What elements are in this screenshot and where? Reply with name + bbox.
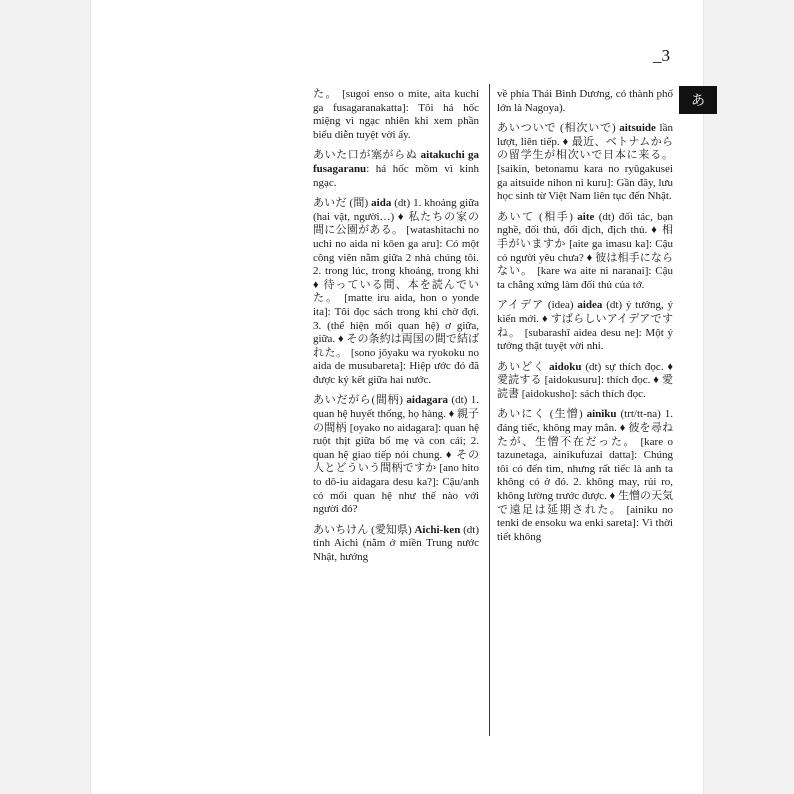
entry-continuation: về phía Thái Bình Dương, có thành phố lớn là Nagoya). bbox=[497, 88, 673, 114]
entry-headword: あいだ bbox=[313, 196, 347, 210]
entry-headword: あいちけん bbox=[313, 522, 369, 536]
dictionary-entry bbox=[497, 360, 673, 402]
dictionary-entry bbox=[313, 523, 479, 565]
entry-kanji: (間柄) bbox=[371, 394, 407, 407]
dictionary-entry bbox=[497, 298, 673, 353]
entry-kanji: (愛知県) bbox=[368, 523, 415, 536]
entry-reading: ainiku bbox=[586, 408, 617, 421]
entry-kanji: (生憎) bbox=[545, 408, 587, 421]
entry-definition: (dt) ý tưởng, ý kiến mới. ♦ すばらしいアイデアですね。 [subarashī aidea desu ne]: Một ý tưởng thật tuyệt vời nhỉ. bbox=[497, 299, 674, 353]
dictionary-entry bbox=[497, 407, 673, 544]
dictionary-entry bbox=[497, 121, 673, 204]
entry-definition: (dt) 1. quan hệ huyết thống, họ hàng. ♦ 親子の間柄 [oyako no aidagara]: quan hệ ruột thịt giữa bố mẹ và con cái; 2. quan hệ giao tiếp nói chung. ♦ その人とどういう間柄ですか [ano hito to dō-iu aidagara desu ka?]: Cậu/anh có mối quan hệ như thế nào với người đó? bbox=[313, 394, 480, 516]
entry-definition: lần lượt, liên tiếp. ♦ 最近、ベトナムからの留学生が相次いで日本に来る。 [saikin, betonamu kara no ryūgakusei ga aitsuide nihon ni kuru]: Gần đây, lưu học sinh từ Việt Nam liên tục đến Nhật. bbox=[497, 122, 673, 203]
entry-headword: あいどく bbox=[497, 359, 546, 373]
dictionary-entry bbox=[313, 148, 479, 190]
entry-reading: Aichi-ken bbox=[414, 523, 461, 536]
entry-headword: あいにく bbox=[497, 407, 546, 421]
entry-reading: aitakuchi ga fusagaranu bbox=[313, 149, 480, 175]
entry-reading: aidoku bbox=[549, 360, 582, 373]
entry-reading: aite bbox=[577, 210, 595, 223]
entry-definition: (trt/tt-na) 1. đáng tiếc, không may mắn. ♦ 彼を尋ねたが、生憎不在だった。 [kare o tazunetaga, ainikufuzai datta]: Chúng tôi có đến tìm, nhưng rất tiếc là anh ta không có ở đó. 2. không may, rủi ro, không lường trước được. ♦ 生憎の天気で遠足は延期された。 [ainiku no tenki de ensoku wa enki sareta]: Vì thời tiết không bbox=[497, 408, 673, 543]
section-tab: あ bbox=[679, 86, 717, 114]
entry-reading: aidagara bbox=[406, 394, 448, 407]
entry-definition: (dt) tỉnh Aichi (nằm ở miền Trung nước Nhật, hướng bbox=[313, 523, 480, 563]
entry-reading: aidea bbox=[577, 299, 603, 312]
entry-definition: : há hốc mồm vì kinh ngạc. bbox=[313, 162, 479, 189]
entry-definition: (dt) sự thích đọc. ♦ 愛読する [aidokusuru]: thích đọc. ♦ 愛読書 [aidokusho]: sách thích đọc. bbox=[497, 360, 673, 400]
entry-headword: あいだがら bbox=[313, 393, 372, 407]
entry-kanji: (間) bbox=[346, 197, 372, 210]
entry-reading: aitsuide bbox=[619, 122, 656, 135]
column-divider bbox=[489, 84, 490, 736]
entry-definition: (dt) đối tác, bạn nghề, đối thủ, đối địch, địch thủ. ♦ 相手がいますか [aite ga imasu ka]: Cậu có người yêu chưa? ♦ 彼は相手にならない。 [kare wa aite ni naranai]: Cậu ta chẳng xứng làm đối thủ của tớ. bbox=[497, 210, 674, 291]
entry-continuation: た。 [sugoi enso o mite, aita kuchi ga fusagaranakatta]: Tôi há hốc miệng vì ngạc nhiên khi xem phần biểu diễn tuyệt vời ấy. bbox=[313, 88, 479, 141]
entry-kanji: (相手) bbox=[534, 210, 578, 223]
page-number: _3 bbox=[653, 46, 670, 65]
entry-kanji: (idea) bbox=[544, 299, 578, 312]
entry-reading: aida bbox=[371, 197, 392, 210]
dictionary-page bbox=[90, 0, 704, 794]
entry-headword: あいて bbox=[497, 209, 535, 223]
entry-kanji: (相次いで) bbox=[556, 122, 620, 135]
entry-headword: あいついで bbox=[497, 121, 557, 135]
entry-definition: (dt) 1. khoảng giữa (hai vật, người…) ♦ 私たちの家の間に公園がある。 [watashitachi no uchi no aida ni kōen ga aru]: Có một công viên nằm giữa 2 nhà chúng tôi. 2. trong lúc, trong khoảng, trong khi ♦ 待っている間、本を読んでいた。 [matte iru aida, hon o yonde ita]: Tôi đọc sách trong khi chờ đợi. 3. (thể hiện mối quan hệ) ơ giữa, giữa. ♦ その条約は両国の間で結ばれた。 [sono jōyaku wa ryokoku no aida de musubareta]: Hiệp ước đó đã được ký kết giữa hai nước. bbox=[313, 197, 479, 386]
right-column bbox=[497, 88, 673, 550]
dictionary-entry bbox=[497, 210, 673, 293]
left-column bbox=[313, 88, 479, 571]
entry-headword: あいた口が塞がらぬ bbox=[313, 148, 418, 162]
dictionary-entry bbox=[313, 393, 479, 516]
dictionary-entry bbox=[313, 196, 479, 387]
entry-headword: アイデア bbox=[497, 298, 545, 312]
